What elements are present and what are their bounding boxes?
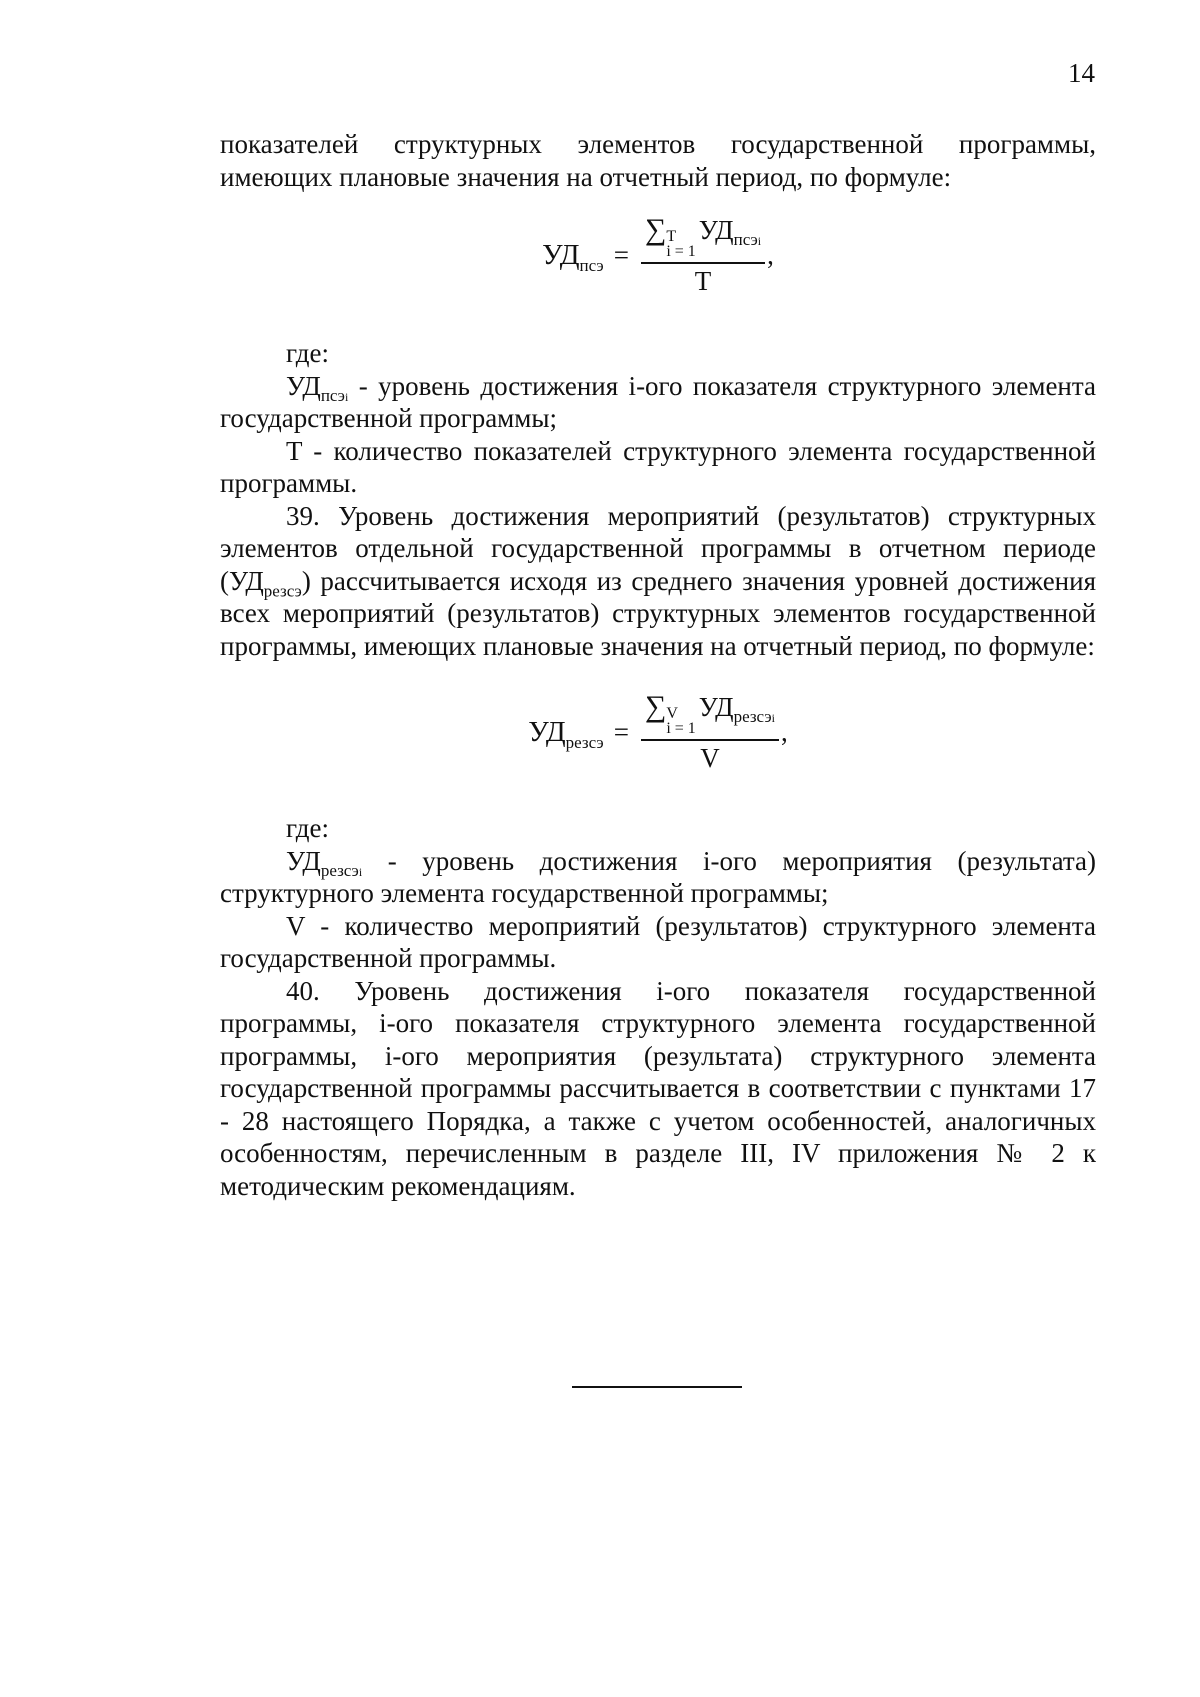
formula2-limits: V i = 1	[666, 704, 696, 737]
sum-symbol: ∑	[644, 212, 667, 246]
formula2-fraction	[641, 689, 779, 773]
definition-ud-rezse: $УД_{резсэi}$ - уровень достижения i-ого мероприятия (результата) структурного элемента государственной программы;	[220, 845, 1096, 908]
paragraph-39: 39. Уровень достижения мероприятий (результатов) структурных элементов отдельной государственной программы в отчетном периоде $(УД_{резсэ})$ рассчитывается исходя из среднего значения уровней достижения всех мероприятий (результатов) структурных элементов государственной программы, имеющих плановые значения на отчетный период, по формуле:	[220, 500, 1096, 661]
formula2-comma: ,	[780, 716, 788, 747]
formula1-fraction	[641, 212, 765, 296]
where-label-2: где:	[286, 813, 329, 843]
formula-average-indicators	[220, 204, 1096, 306]
formula1-denominator: T	[694, 265, 712, 296]
formula2-equals: =	[613, 716, 629, 747]
where-label-1: где:	[286, 338, 329, 368]
paragraph-40: 40. Уровень достижения i-ого показателя государственной программы, i-ого показателя структурного элемента государственной программы, i-ого мероприятия (результата) структурного элемента государственной программы рассчитывается в соответствии с пунктами 17 - 28 настоящего Порядка, а также с учетом особенностей, аналогичных особенностям, перечисленным в разделе III, IV приложения № 2 к методическим рекомендациям.	[220, 975, 1096, 1201]
end-separator-line	[572, 1386, 742, 1388]
formula1-numerator: ∑ T i = 1 $УД_{псэi}$	[644, 212, 762, 260]
definition-v: V - количество мероприятий (результатов) структурного элемента государственной программы.	[220, 910, 1096, 973]
formula-average-results	[220, 681, 1096, 783]
document-body	[220, 128, 1096, 1202]
formula2-numerator: ∑ V i = 1 $УД_{резсэi}$	[644, 689, 775, 737]
formula2-denominator: V	[700, 742, 720, 773]
definition-t: T - количество показателей структурного элемента государственной программы.	[220, 435, 1096, 498]
formula1-lhs: $УД_{псэ}$	[542, 238, 604, 275]
sum-symbol: ∑	[644, 689, 667, 723]
intro-paragraph: показателей структурных элементов государственной программы, имеющих плановые значения на отчетный период, по формуле:	[220, 129, 1096, 192]
formula1-limits: T i = 1	[666, 227, 696, 260]
formula1-equals: =	[613, 239, 629, 270]
page-number: 14	[1068, 58, 1095, 88]
formula1-comma: ,	[767, 239, 774, 270]
formula2-lhs: $УД_{резсэ}$	[528, 715, 604, 752]
definition-ud-pse: $УД_{псэi}$ - уровень достижения i-ого показателя структурного элемента государственной программы;	[220, 370, 1096, 433]
